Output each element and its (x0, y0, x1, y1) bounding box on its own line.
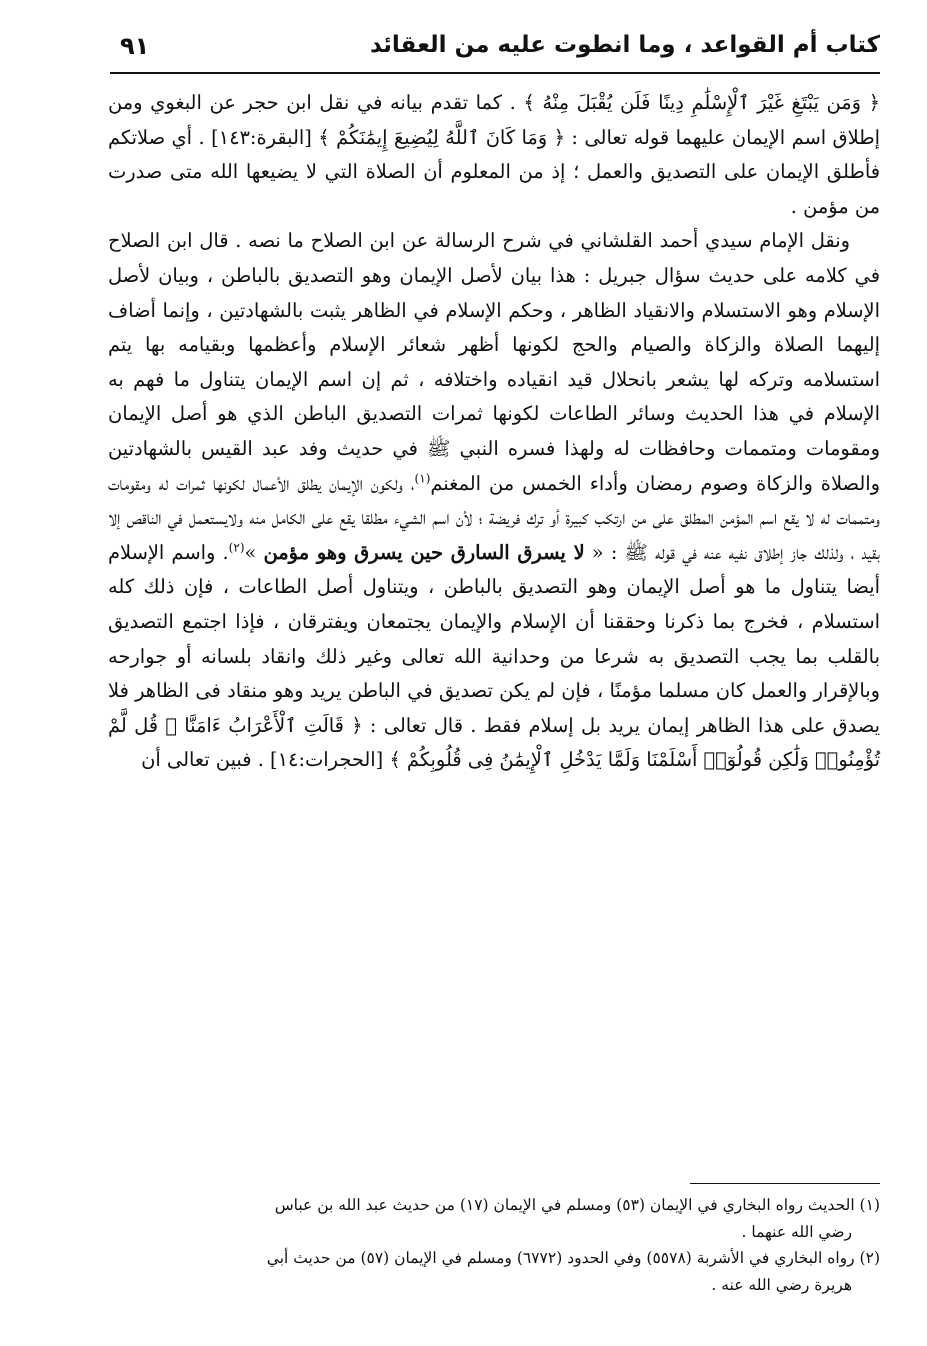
header-title: كتاب أم القواعد ، وما انطوت عليه من العقائد (369, 32, 880, 58)
page-number: ٩١ (120, 32, 150, 60)
footnote-rule (690, 1183, 880, 1184)
header-rule (110, 72, 880, 74)
footnote-text: هريرة رضي الله عنه . (711, 1275, 852, 1294)
running-header (110, 30, 880, 70)
text-run: » (244, 540, 264, 564)
text-run: . واسم الإسلام أيضا يتناول ما هو أصل الإيمان وهو التصديق بالباطن ، ويتناول أصل الطاعات ، فإن ذلك كله استسلام ، فخرج بما ذكرنا وحققنا أن الإسلام والإيمان يجتمعان ويفترقان ، فإذا اجتمع التصديق بالقلب بما يجب التصديق به شرعا من وحدانية الله تعالى وغير ذلك وانقاد بلسانه أو جوارحه وبالإقرار والعمل كان مسلما مؤمنًا ، فإن لم يكن تصديق في الباطن يريد وهو منقاد فى الظاهر فلا يصدق على هذا الظاهر إيمان يريد بل إسلام فقط . قال تعالى : (108, 540, 880, 737)
footnote-text: (١) الحديث رواه البخاري في الإيمان (٥٣) ومسلم في الإيمان (١٧) من حديث عبد الله بن عباس (274, 1196, 880, 1214)
quran-quote: ﴿ وَمَن يَبْتَغِ غَيْرَ ٱلْإِسْلَٰمِ دِينًا فَلَن يُقْبَلَ مِنْهُ ﴾ (523, 91, 880, 114)
main-text (108, 86, 880, 778)
footnote-2 (108, 1245, 880, 1272)
text-run: ونقل الإمام سيدي أحمد القلشاني في شرح الرسالة عن ابن الصلاح ما نصه . قال ابن الصلاح في كلامه على حديث سؤال جبريل : هذا بيان لأصل الإيمان وهو التصديق بالباطن ، وبيان لأصل الإسلام وهو الاستسلام والانقياد الظاهر ، وحكم الإسلام في الظاهر يثبت بالشهادتين ، وإنما أضاف إليهما الصلاة والزكاة والصيام والحج لكونها أظهر شعائر الإسلام وأعظمها وبقيامه بها يتم استسلامه وتركه لها يشعر بانحلال قيد انقياده واختلافه ، ثم إن اسم الإيمان يتناول ما فهم به الإسلام في هذا الحديث وسائر الطاعات لكونها ثمرات التصديق الباطن الذي هو أصل الإيمان ومقومات ومتممات وحافظات له ولهذا فسره النبي ﷺ في حديث وفد عبد القيس بالشهادتين والصلاة والزكاة وصوم رمضان وأداء الخمس من المغنم (108, 229, 880, 495)
footnote-text: رضي الله عنهما . (741, 1222, 852, 1241)
footnote-ref-1[interactable]: (١) (414, 471, 431, 486)
footnotes (108, 1192, 880, 1298)
quran-quote: ﴿ قَالَتِ ٱلْأَعْرَابُ ءَامَنَّا ۖ قُل لَّمْ تُؤْمِنُوا۟ وَلَٰكِن قُولُوٓا۟ أَسْلَمْنَا وَلَمَّا يَدْخُلِ ٱلْإِيمَٰنُ فِى قُلُوبِكُمْ ﴾ (108, 713, 880, 772)
footnote-text: (٢) رواه البخاري في الأشربة (٥٥٧٨) وفي الحدود (٦٧٧٢) ومسلم في الإيمان (٥٧) من حديث أبي (266, 1249, 880, 1267)
footnote-1-continuation (108, 1219, 880, 1246)
hadith-quote: لا يسرق السارق حين يسرق وهو مؤمن (263, 540, 585, 564)
text-run: [الحجرات:١٤] . فبين تعالى أن (141, 748, 390, 772)
quran-quote: ﴿ وَمَا كَانَ ٱللَّهُ لِيُضِيعَ إِيمَٰنَكُمْ ﴾ (318, 125, 565, 149)
paragraph-1 (108, 86, 880, 224)
footnote-ref-2[interactable]: (٢) (228, 540, 245, 555)
text-run: . كما تقدم بيانه في نقل ابن حجر عن البغوي ومن إطلاق اسم الإيمان عليهما قوله تعالى : (108, 91, 880, 149)
text-run: ، ولكون الإيمان يطلق الأعمال لكونها ثمرات له ومقومات ومتممات له لا يقع اسم المؤمن المطلق على من ارتكب كبيرة أو ترك فريضة ؛ لأن اسم الشيء مطلقا يقع على الكامل منه ولايستعمل في الناقص إلا بقيد ، ولذلك جاز إطلاق نفيه عنه في قوله ﷺ : « (108, 471, 881, 564)
text-run: [البقرة:١٤٣] . أي صلاتكم فأطلق الإيمان على التصديق والعمل ؛ إذ من المعلوم أن الصلاة التي لا يضيعها الله متى صدرت من مؤمن . (108, 125, 880, 218)
footnote-2-continuation (108, 1272, 880, 1299)
footnote-1 (108, 1192, 880, 1219)
paragraph-2 (108, 224, 880, 778)
